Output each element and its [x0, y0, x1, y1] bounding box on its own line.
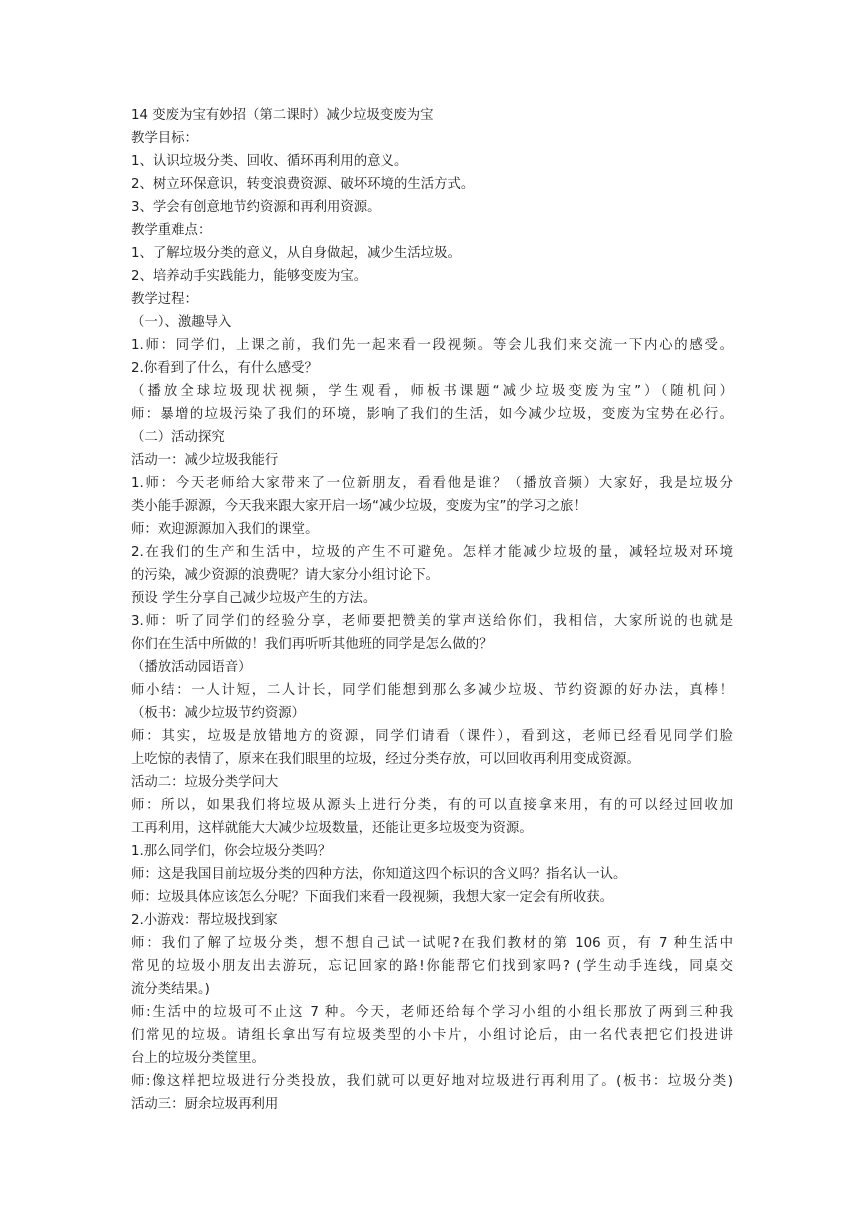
text-line: 工再利用，这样就能大大减少垃圾数量，还能让更多垃圾变为资源。 [131, 821, 533, 836]
text-line: 流分类结果。) [131, 982, 210, 997]
text-line: 1.那么同学们，你会垃圾分类吗？ [131, 844, 332, 859]
text-line: 师：这是我国目前垃圾分类的四种方法，你知道这四个标识的含义吗？指名认一认。 [131, 867, 627, 882]
text-line: 师：所以，如果我们将垃圾从源头上进行分类，有的可以直接拿来用，有的可以经过回收加 [131, 798, 733, 813]
text-line: 师：欢迎源源加入我们的课堂。 [131, 522, 319, 537]
text-line: 台上的垃圾分类筐里。 [131, 1051, 265, 1066]
text-line: 预设 学生分享自己减少垃圾产生的方法。 [131, 591, 377, 606]
text-line: 师：我们了解了垃圾分类，想不想自己试一试呢?在我们教材的第 106 页，有 7 种生活中 [131, 936, 733, 951]
text-line: 师：暴增的垃圾污染了我们的环境，影响了我们的生活，如今减少垃圾，变废为宝势在必行。 [131, 407, 733, 422]
text-line: 2.小游戏：帮垃圾找到家 [131, 913, 278, 928]
text-line: 1、认识垃圾分类、回收、循环再利用的意义。 [131, 154, 408, 169]
activity-heading-2: 活动二：垃圾分类学问大 [131, 775, 279, 790]
document-title: 14 变废为宝有妙招（第二课时）减少垃圾变废为宝 [131, 108, 434, 123]
subsection-heading-activity: （二）活动探究 [131, 430, 225, 445]
section-heading-key-points: 教学重难点： [131, 223, 212, 238]
section-heading-objectives: 教学目标： [131, 131, 198, 146]
document-body [131, 104, 733, 1116]
text-line: 2、培养动手实践能力，能够变废为宝。 [131, 269, 368, 284]
text-line: 3.师：听了同学们的经验分享，老师要把赞美的掌声送给你们，我相信，大家所说的也就是 [131, 614, 733, 629]
subsection-heading-intro: （一）、激趣导入 [131, 315, 232, 330]
text-line: 2.在我们的生产和生活中，垃圾的产生不可避免。怎样才能减少垃圾的量，减轻垃圾对环境 [131, 545, 733, 560]
text-line: 的污染，减少资源的浪费呢？请大家分小组讨论下。 [131, 568, 439, 583]
text-line: 1.师：今天老师给大家带来了一位新朋友，看看他是谁？（播放音频）大家好，我是垃圾分 [131, 476, 733, 491]
text-line: 1.师：同学们，上课之前，我们先一起来看一段视频。等会儿我们来交流一下内心的感受。 [131, 338, 733, 353]
activity-heading-3: 活动三：厨余垃圾再利用 [131, 1097, 279, 1112]
text-line: 上吃惊的表情了，原来在我们眼里的垃圾，经过分类存放，可以回收再利用变成资源。 [131, 752, 640, 767]
text-line: （播放活动园语音） [131, 660, 252, 675]
text-line: 类小能手源源，今天我来跟大家开启一场“减少垃圾，变废为宝”的学习之旅！ [131, 499, 587, 514]
section-heading-process: 教学过程： [131, 292, 198, 307]
text-line: 师:生活中的垃圾可不止这 7 种。今天，老师还给每个学习小组的小组长那放了两到三种我 [131, 1005, 733, 1020]
text-line: 1、了解垃圾分类的意义，从自身做起，减少生活垃圾。 [131, 246, 461, 261]
text-line: 们常见的垃圾。请组长拿出写有垃圾类型的小卡片，小组讨论后，由一名代表把它们投进讲 [131, 1028, 733, 1043]
text-line: 师:像这样把垃圾进行分类投放，我们就可以更好地对垃圾进行再利用了。(板书：垃圾分类) [131, 1074, 733, 1089]
activity-heading-1: 活动一：减少垃圾我能行 [131, 453, 279, 468]
text-line: 2、树立环保意识，转变浪费资源、破坏环境的生活方式。 [131, 177, 475, 192]
text-line: 你们在生活中所做的！我们再听听其他班的同学是怎么做的？ [131, 637, 493, 652]
text-line: 常见的垃圾小朋友出去游玩，忘记回家的路!你能帮它们找到家吗? (学生动手连线，同桌交 [131, 959, 733, 974]
text-line: 师：其实，垃圾是放错地方的资源，同学们请看（课件），看到这，老师已经看见同学们脸 [131, 729, 733, 744]
text-line: （播放全球垃圾现状视频，学生观看，师板书课题“减少垃圾变废为宝”）（随机问） [131, 384, 733, 399]
text-line: 2.你看到了什么，有什么感受？ [131, 361, 318, 376]
text-line: 师：垃圾具体应该怎么分呢？下面我们来看一段视频，我想大家一定会有所收获。 [131, 890, 614, 905]
text-line: 师小结：一人计短，二人计长，同学们能想到那么多减少垃圾、节约资源的好办法，真棒！ [131, 683, 733, 698]
text-line: （板书：减少垃圾节约资源） [131, 706, 306, 721]
text-line: 3、学会有创意地节约资源和再利用资源。 [131, 200, 381, 215]
